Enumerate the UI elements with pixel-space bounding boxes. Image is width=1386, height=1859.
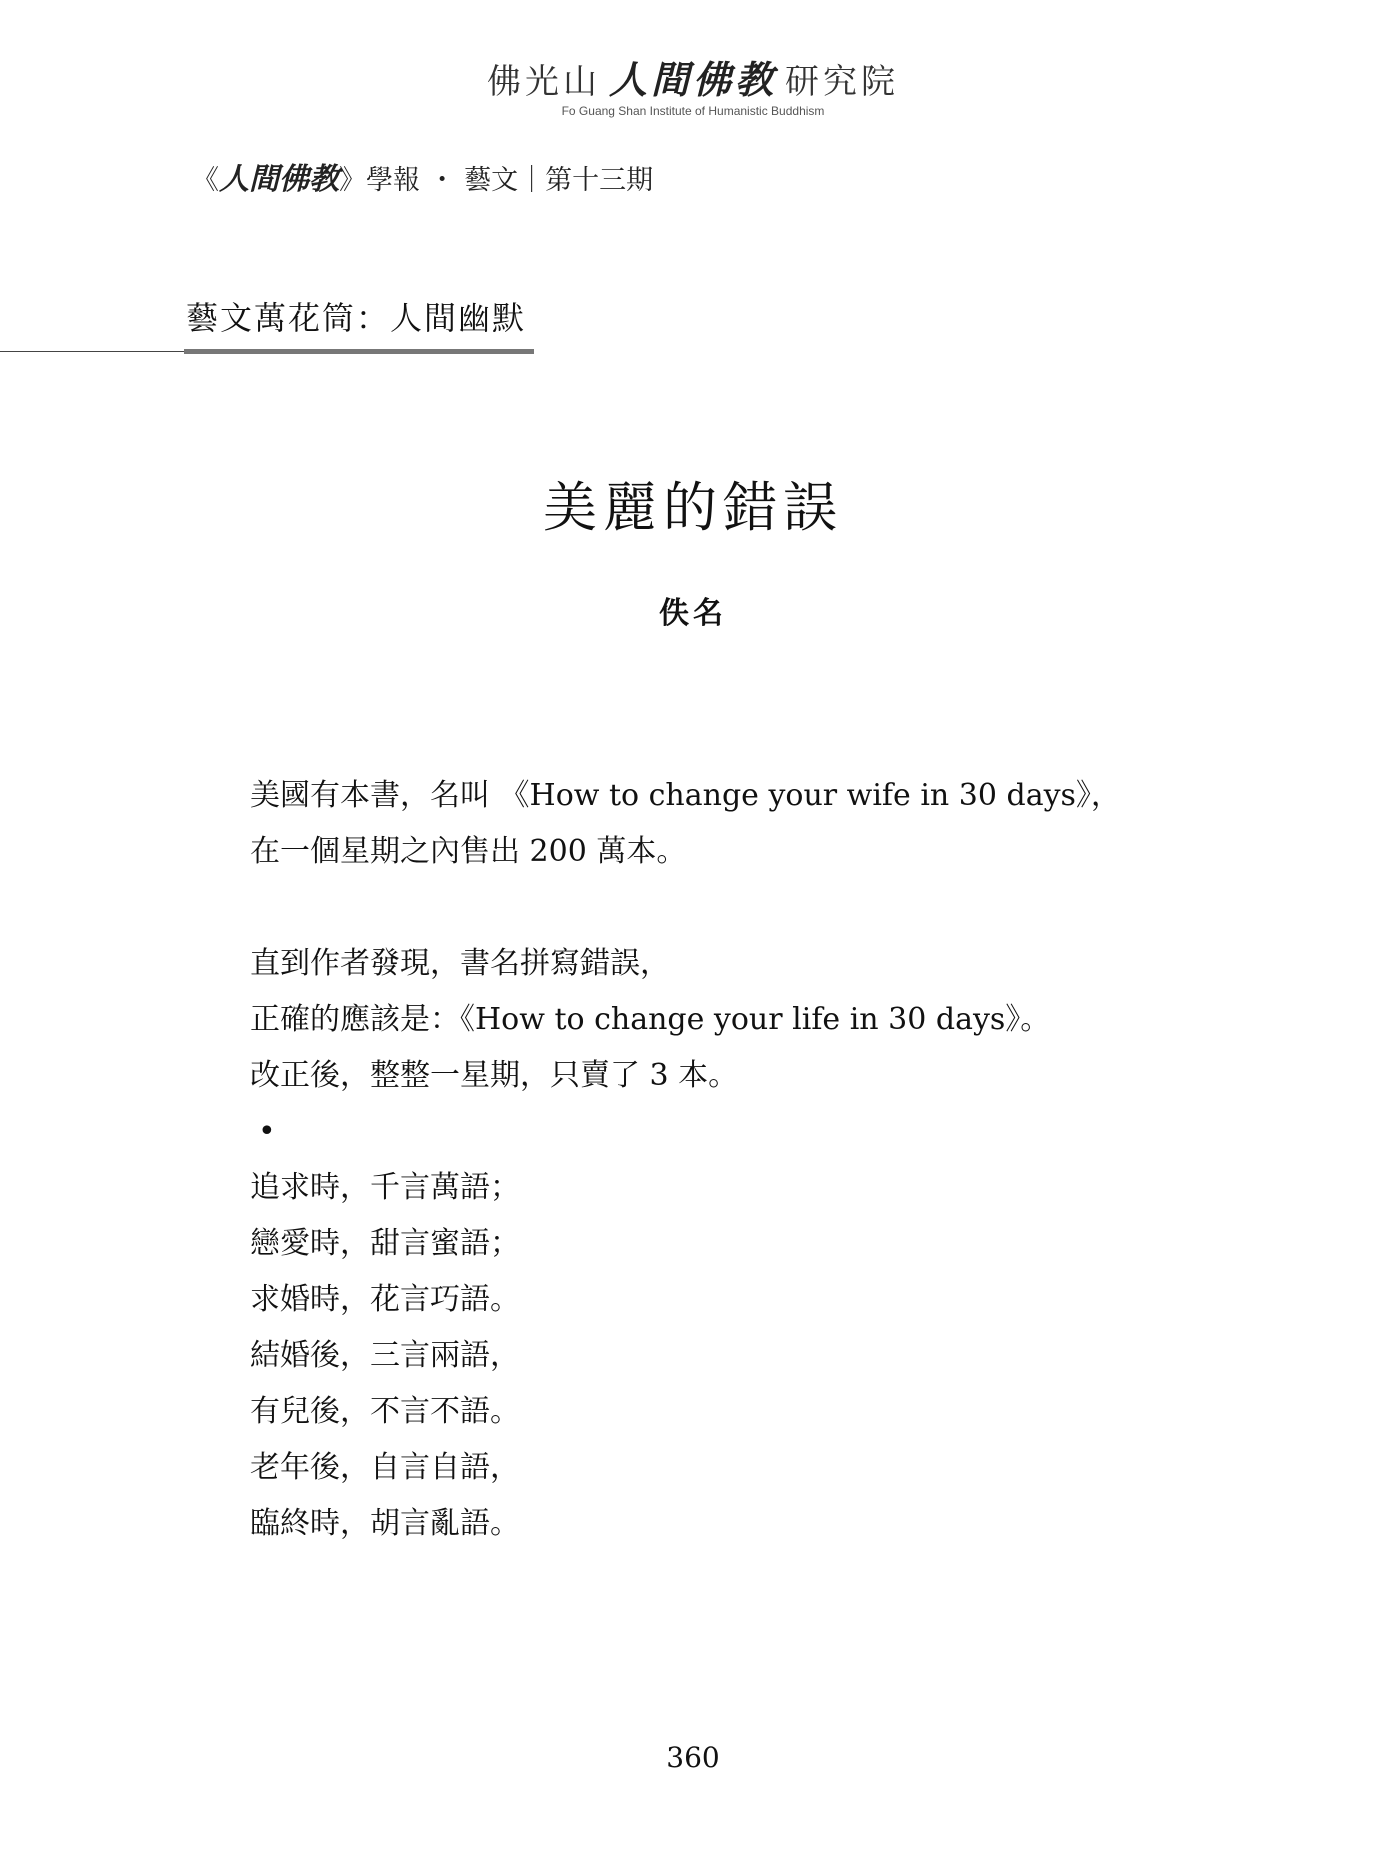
body-line: 直到作者發現，書名拼寫錯誤，: [250, 946, 670, 981]
paragraph-gap: [250, 880, 1210, 936]
journal-open-bracket: 《: [192, 165, 219, 196]
page-number: 360: [666, 1741, 720, 1774]
body-line: 求婚時，花言巧語。: [250, 1282, 520, 1317]
journal-issue-line: [192, 162, 653, 199]
article-title: 美麗的錯誤: [543, 476, 843, 539]
body-line: 美國有本書，名叫 《How to change your wife in 30 days》，: [250, 778, 1121, 813]
body-line: 老年後，自言自語，: [250, 1450, 520, 1485]
body-line: 臨終時，胡言亂語。: [250, 1506, 520, 1541]
institute-english-name: Fo Guang Shan Institute of Humanistic Buddhism: [561, 104, 825, 118]
body-line: 改正後，整整一星期，只賣了 3 本。: [250, 1058, 739, 1093]
article-author: 佚名: [659, 596, 727, 631]
institute-calligraphy-logo: 人間佛教: [608, 57, 777, 102]
body-line: 結婚後，三言兩語，: [250, 1338, 520, 1373]
body-line: 戀愛時，甜言蜜語；: [250, 1226, 520, 1261]
body-line: 在一個星期之內售出 200 萬本。: [250, 834, 687, 869]
journal-issue-text: 學報 ・ 藝文｜第十三期: [366, 165, 654, 196]
body-line: 有兒後，不言不語。: [250, 1394, 520, 1429]
institute-name-left: 佛光山: [486, 62, 601, 102]
bullet-separator: •: [258, 1114, 276, 1149]
masthead: [0, 57, 1386, 118]
body-line: 正確的應該是：《How to change your life in 30 days》。: [250, 1002, 1051, 1037]
institute-name: [0, 57, 1386, 102]
journal-close-bracket: 》: [339, 165, 366, 196]
body-line: 追求時，千言萬語；: [250, 1170, 520, 1205]
journal-calligraphy-title: 人間佛教: [219, 162, 339, 197]
article-body: [250, 768, 1210, 1552]
institute-name-right: 研究院: [785, 62, 899, 102]
section-divider-accent: [184, 349, 534, 354]
section-label: 藝文萬花筒：人間幽默: [186, 299, 527, 337]
